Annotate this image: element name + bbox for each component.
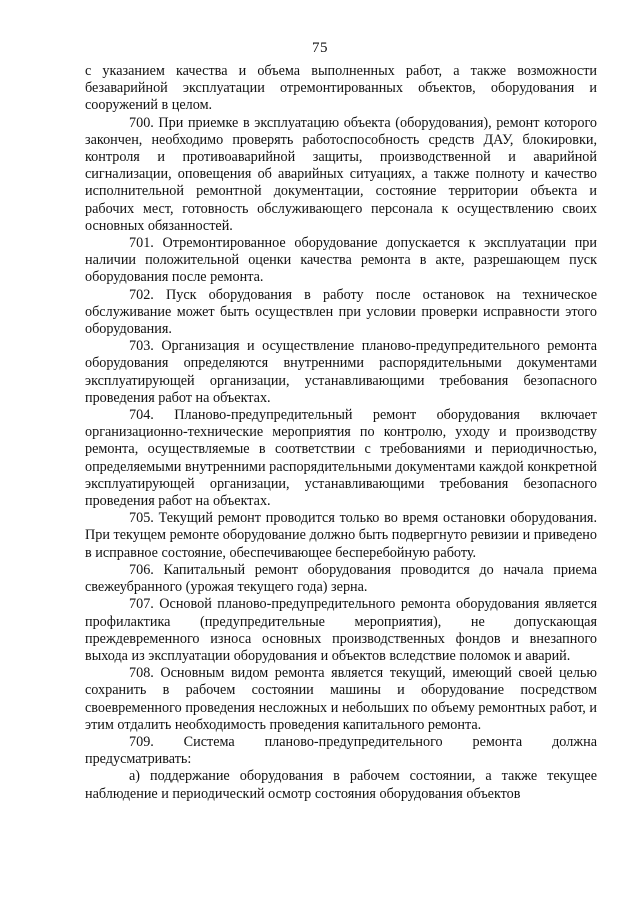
paragraph-701: 701. Отремонтированное оборудование допускается к эксплуатации при наличии положительной оценки качества ремонта в акте, разрешающем пуск оборудования после ремонта. bbox=[85, 235, 597, 286]
page-number: 75 bbox=[312, 40, 328, 56]
paragraph-702: 702. Пуск оборудования в работу после остановок на техническое обслуживание может быть осуществлен при условии проверки исправности этого оборудования. bbox=[85, 286, 597, 338]
paragraph-706: 706. Капитальный ремонт оборудования проводится до начала приема свежеубранного (урожая текущего года) зерна. bbox=[85, 561, 597, 596]
paragraph-703: 703. Организация и осуществление планово-предупредительного ремонта оборудования определяются внутренними распорядительными документами эксплуатирующей организации, устанавливающими требования безопасного проведения работ на объектах. bbox=[85, 338, 597, 406]
paragraph-709: 709. Система планово-предупредительного ремонта должна предусматривать: bbox=[85, 733, 597, 768]
paragraph-709-item-a: а) поддержание оборудования в рабочем состоянии, а также текущее наблюдение и периодический осмотр состояния оборудования объектов bbox=[85, 768, 597, 802]
paragraph-707: 707. Основой планово-предупредительного ремонта оборудования является профилактика (предупредительные мероприятия), не допускающая преждевременного износа основных производственных фондов и внезапного выхода из эксплуатации оборудования и объектов вследствие поломок и аварий. bbox=[85, 596, 597, 664]
document-body bbox=[85, 63, 597, 803]
paragraph-continuation: с указанием качества и объема выполненных работ, а также возможности безаварийной эксплуатации отремонтированных объектов, оборудования и сооружений в целом. bbox=[85, 63, 597, 114]
paragraph-705: 705. Текущий ремонт проводится только во время остановки оборудования. При текущем ремонте оборудование должно быть подвергнуто ревизии и приведено в исправное состояние, обеспечивающее бесперебойную работу. bbox=[85, 510, 597, 561]
paragraph-704: 704. Планово-предупредительный ремонт оборудования включает организационно-технические мероприятия по контролю, уходу и производству ремонта, осуществляемые в соответствии с требованиями и периодичностью, определяемыми внутренними распорядительными документами каждой конкретной эксплуатирующей организации, устанавливающими требования безопасного проведения работ на объектах. bbox=[85, 407, 597, 510]
paragraph-700: 700. При приемке в эксплуатацию объекта (оборудования), ремонт которого закончен, необходимо проверять работоспособность средств ДАУ, блокировки, контроля и противоаварийной защиты, производственной и аварийной сигнализации, оповещения об аварийных ситуациях, а также полноту и качество исполнительной ремонтной документации, состояние территории объекта и рабочих мест, готовность обслуживающего персонала к осуществлению своих основных обязанностей. bbox=[85, 114, 597, 234]
paragraph-708: 708. Основным видом ремонта является текущий, имеющий своей целью сохранить в рабочем состоянии машины и оборудование посредством своевременного проведения несложных и небольших по объему ремонтных работ, и этим отдалить необходимость проведения капитального ремонта. bbox=[85, 665, 597, 733]
